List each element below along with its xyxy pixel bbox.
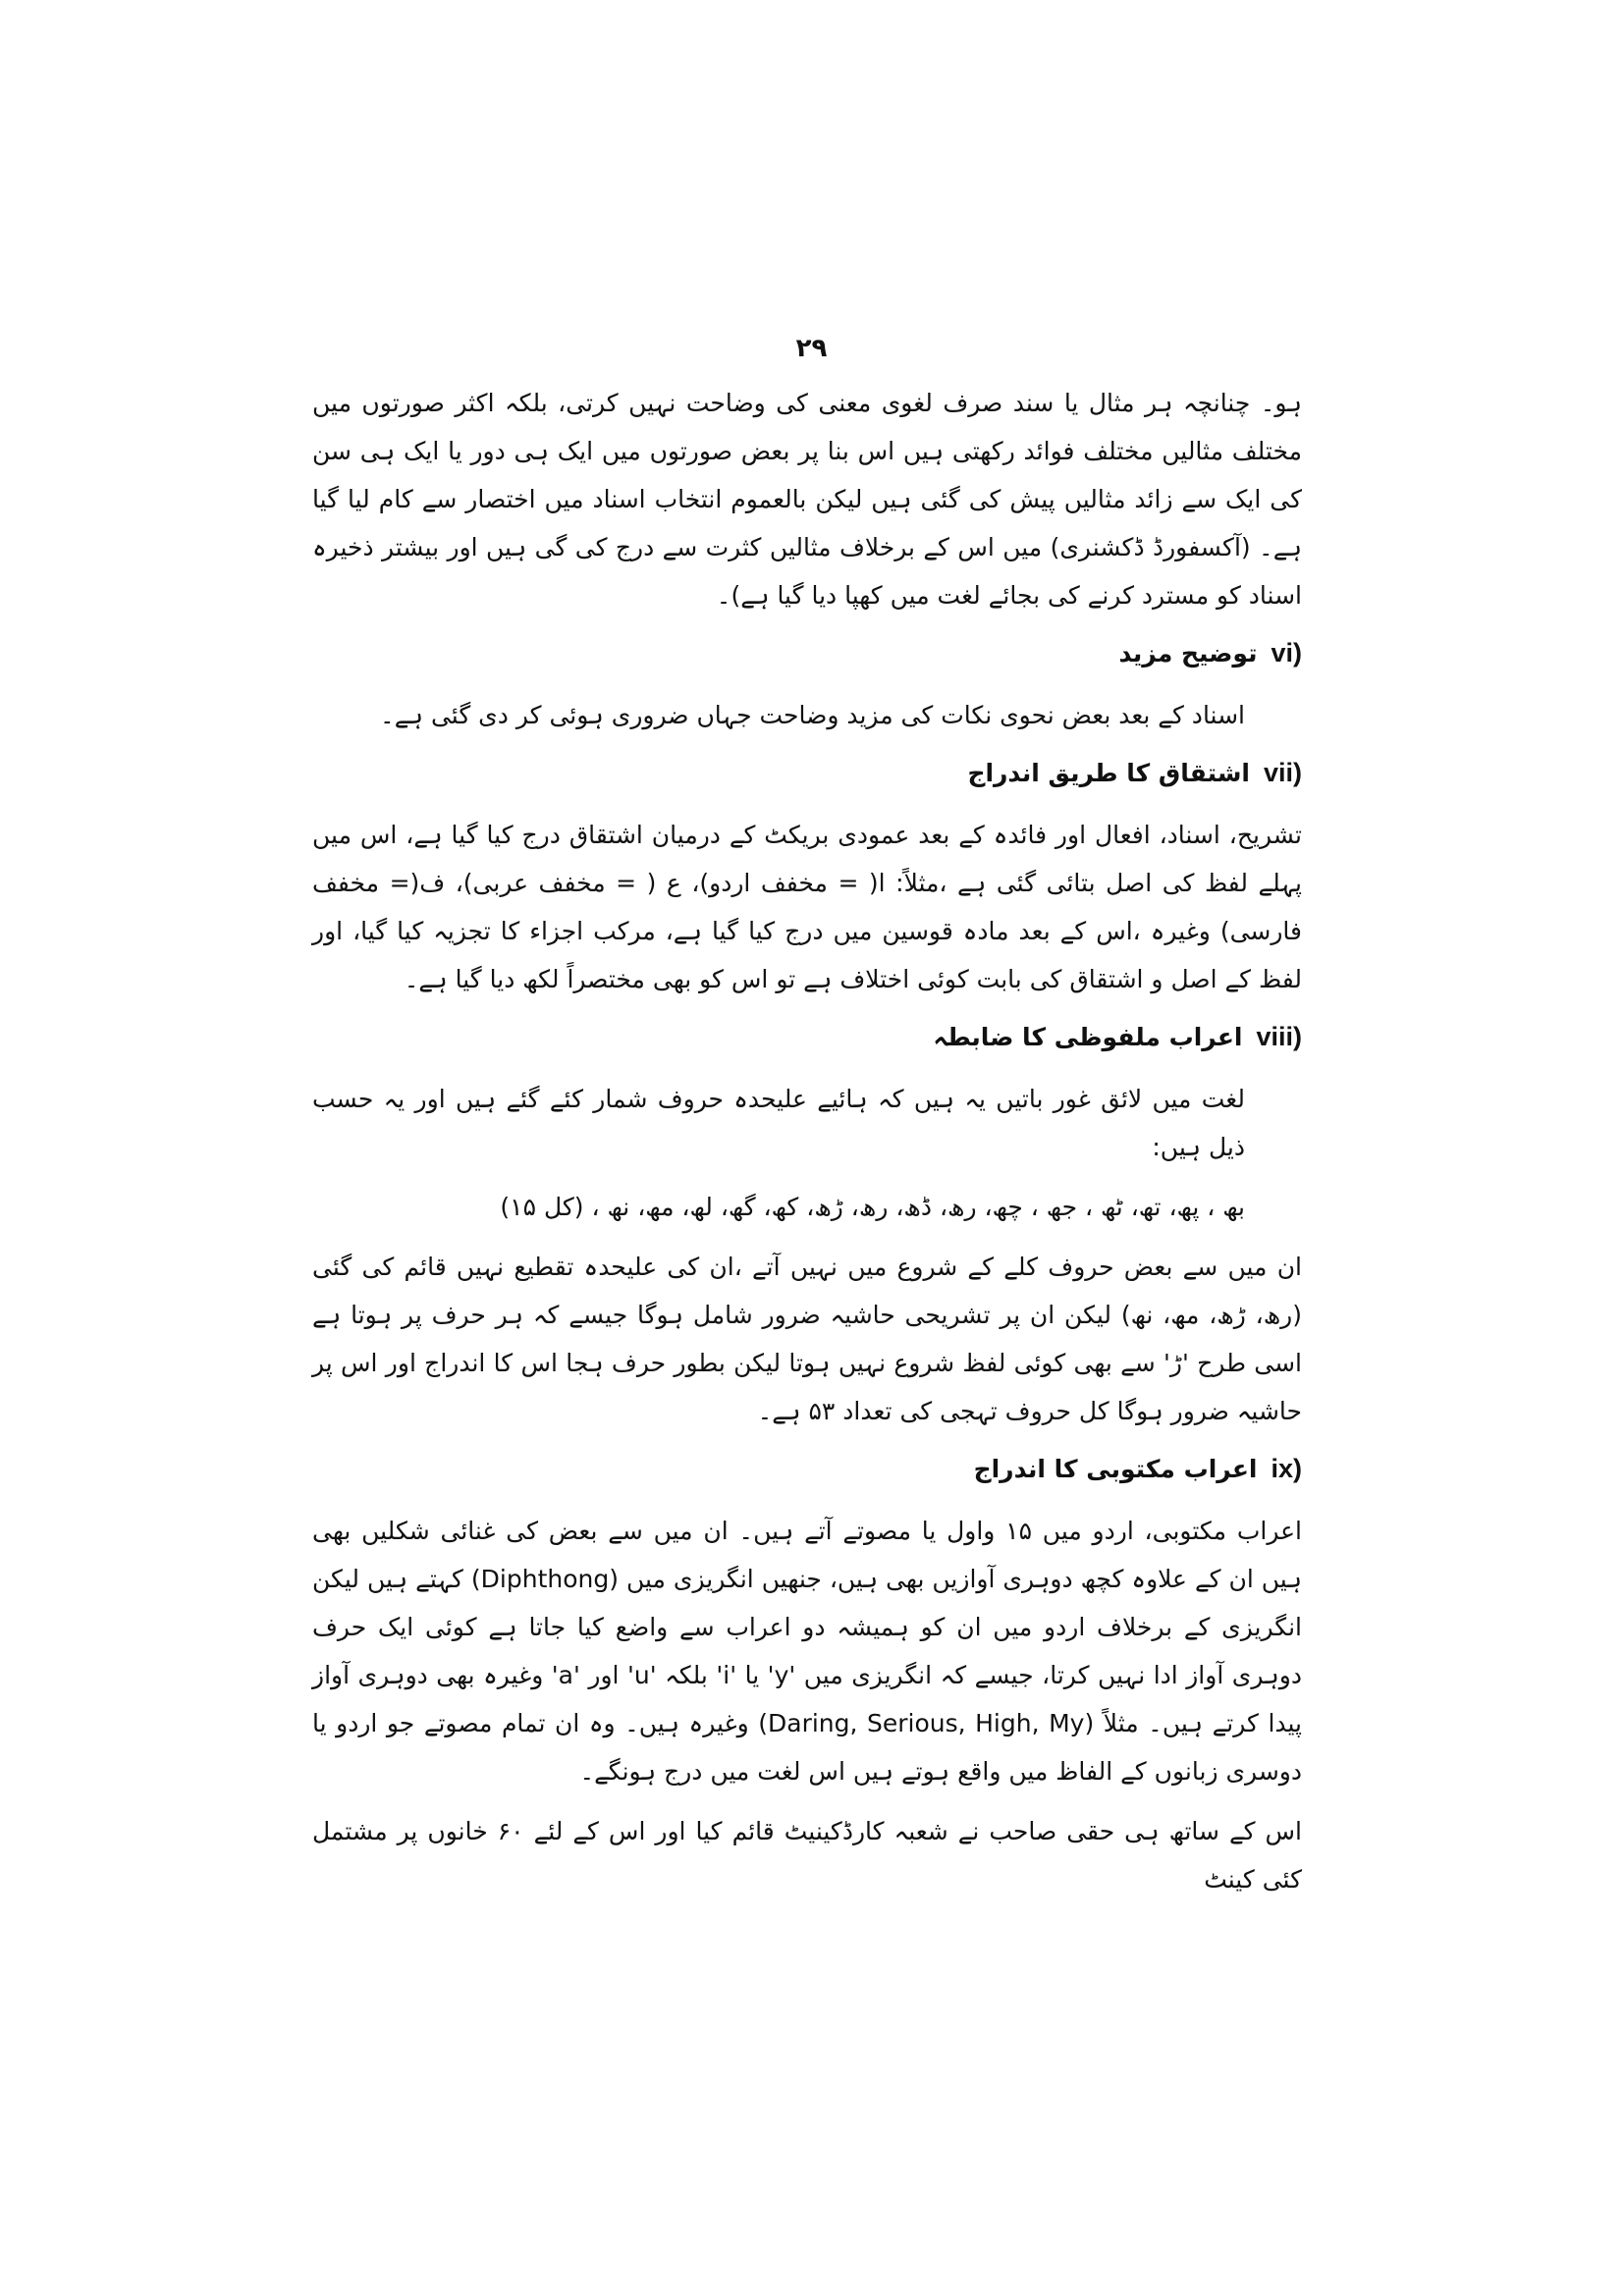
section-number: viii) bbox=[1256, 1022, 1302, 1051]
paragraph-vii: تشریح، اسناد، افعال اور فائدہ کے بعد عمودی بریکٹ کے درمیان اشتقاق درج کیا گیا ہے، اس میں پہلے لفظ کی اصل بتائی گئی ہے ،مثلاً: ا( = مخفف اردو)، ع ( = مخفف عربی)، ف(= مخفف فارسی) وغیرہ ،اس کے بعد مادہ قوسین میں درج کیا گیا ہے، مرکب اجزاء کا تجزیہ کیا گیا، اور لفظ کے اصل و اشتقاق کی بابت کوئی اختلاف ہے تو اس کو بھی مختصراً لکھ دیا گیا ہے۔ bbox=[312, 821, 1302, 993]
paragraph-viii-intro: لغت میں لائق غور باتیں یہ ہیں کہ ہائیے علیحدہ حروف شمار کئے گئے ہیں اور یہ حسب ذیل ہیں: bbox=[312, 1085, 1245, 1161]
section-title: اشتقاق کا طریق اندراج bbox=[967, 759, 1250, 787]
section-number: vi) bbox=[1271, 638, 1302, 667]
paragraph-sources: ہو۔ چنانچہ ہر مثال یا سند صرف لغوی معنی کی وضاحت نہیں کرتی، بلکہ اکثر صورتوں میں مختلف مثالیں مختلف فوائد رکھتی ہیں اس بنا پر بعض صورتوں میں ایک ہی دور یا ایک ہی سن کی ایک سے زائد مثالیں پیش کی گئی ہیں لیکن بالعموم انتخاب اسناد میں اختصار سے کام لیا گیا ہے۔ (آکسفورڈ ڈکشنری) میں اس کے برخلاف مثالیں کثرت سے درج کی گی ہیں اور بیشتر ذخیرہ اسناد کو مسترد کرنے کی بجائے لغت میں کھپا دیا گیا ہے)۔ bbox=[312, 389, 1302, 610]
section-title: اعراب ملفوظی کا ضابطہ bbox=[933, 1023, 1243, 1051]
paragraph-viii-notes: ان میں سے بعض حروف کلے کے شروع میں نہیں آتے ،ان کی علیحدہ تقطیع نہیں قائم کی گئی (رھ، ڑھ، مھ، نھ) لیکن ان پر تشریحی حاشیہ ضرور شامل ہوگا جیسے کہ ہر حرف پر ہوتا ہے اسی طرح 'ڑ' سے بھی کوئی لفظ شروع نہیں ہوتا لیکن بطور حرف ہجا اس کا اندراج اور اس پر حاشیہ ضرور ہوگا کل حروف تہجی کی تعداد ۵۳ ہے۔ bbox=[312, 1253, 1302, 1425]
paragraph-viii-letters: بھ ، پھ، تھ، ٹھ ، جھ ، چھ، رھ، ڈھ، رھ، ڑھ، کھ، گھ، لھ، مھ، نھ ، (کل ۱۵) bbox=[500, 1193, 1245, 1221]
section-heading-vi bbox=[312, 633, 1302, 673]
section-title: توضیح مزید bbox=[1118, 639, 1258, 667]
page-number: ۲۹ bbox=[795, 334, 828, 363]
paragraph-ix: اعراب مکتوبی، اردو میں ۱۵ واول یا مصوتے آتے ہیں۔ ان میں سے بعض کی غنائی شکلیں بھی ہیں ان کے علاوہ کچھ دوہری آوازیں بھی ہیں، جنھیں انگریزی میں (Diphthong) کہتے ہیں لیکن انگریزی کے برخلاف اردو میں ان کو ہمیشہ دو اعراب سے واضع کیا جاتا ہے کوئی ایک حرف دوہری آواز ادا نہیں کرتا، جیسے کہ انگریزی میں 'y' یا 'i' بلکہ 'u' اور 'a' وغیرہ بھی دوہری آواز پیدا کرتے ہیں۔ مثلاً (Daring, Serious, High, My) وغیرہ ہیں۔ وہ ان تمام مصوتے جو اردو یا دوسری زبانوں کے الفاظ میں واقع ہوتے ہیں اس لغت میں درج ہونگے۔ bbox=[312, 1517, 1303, 1786]
section-heading-ix bbox=[312, 1449, 1302, 1489]
document-body bbox=[312, 379, 1302, 1915]
section-heading-viii bbox=[312, 1017, 1302, 1057]
section-heading-vii bbox=[312, 753, 1302, 793]
section-number: vii) bbox=[1263, 758, 1302, 787]
paragraph-vi: اسناد کے بعد بعض نحوی نکات کی مزید وضاحت جہاں ضروری ہوئی کر دی گئی ہے۔ bbox=[380, 701, 1245, 729]
section-title: اعراب مکتوبی کا اندراج bbox=[973, 1455, 1258, 1483]
paragraph-card-cabinet: اس کے ساتھ ہی حقی صاحب نے شعبہ کارڈکینیٹ قائم کیا اور اس کے لئے ۶۰ خانوں پر مشتمل کئی کینٹ bbox=[312, 1817, 1302, 1894]
section-number: ix) bbox=[1271, 1454, 1302, 1483]
